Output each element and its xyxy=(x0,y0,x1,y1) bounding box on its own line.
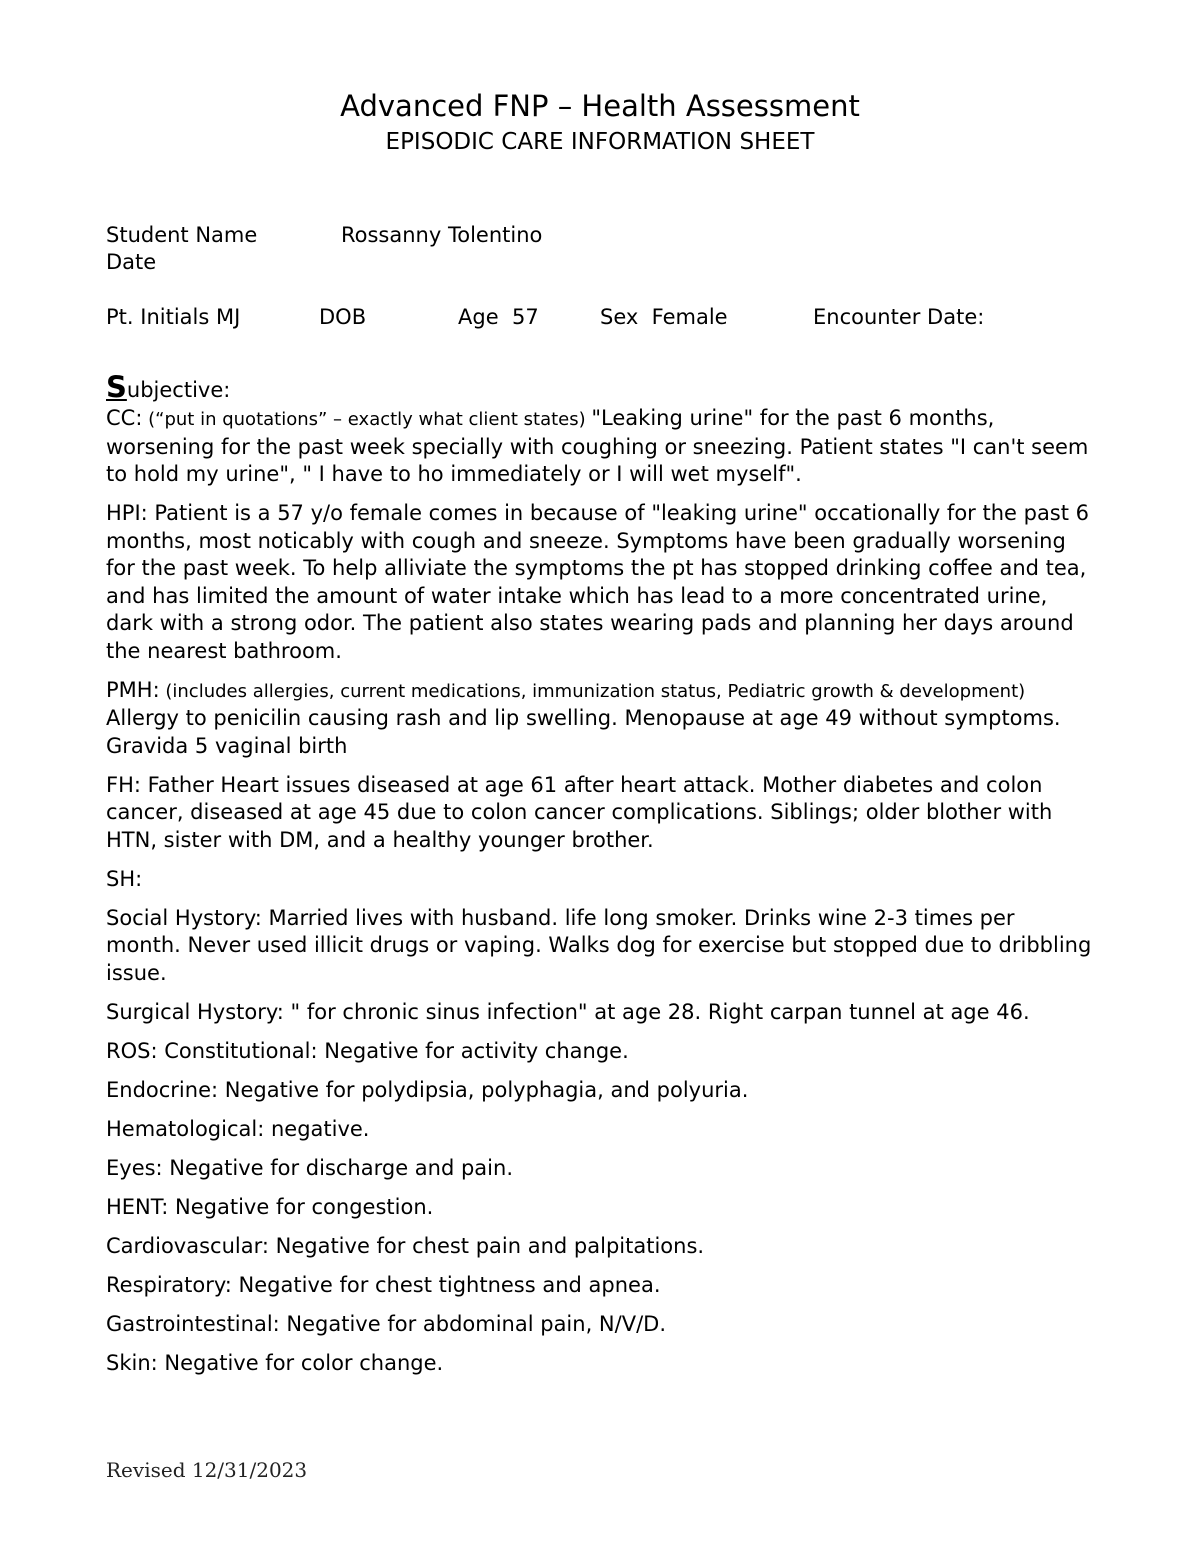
social-history: Social Hystory: Married lives with husband. life long smoker. Drinks wine 2-3 times per month. Never used illicit drugs or vaping. Walks dog for exercise but stopped due to dribbling issue. xyxy=(106,905,1092,985)
ros-hent: HENT: Negative for congestion. xyxy=(106,1194,434,1219)
pmh-label: PMH: xyxy=(106,677,160,702)
patient-initials: Pt. Initials MJ xyxy=(106,305,241,329)
date-label: Date xyxy=(106,250,157,274)
student-name-label: Student Name xyxy=(106,223,258,247)
document-title: Advanced FNP – Health Assessment xyxy=(340,89,860,123)
ros-hematological: Hematological: negative. xyxy=(106,1116,370,1141)
ros-skin: Skin: Negative for color change. xyxy=(106,1350,444,1375)
ros-respiratory: Respiratory: Negative for chest tightness and apnea. xyxy=(106,1272,661,1297)
patient-sex: Sex Female xyxy=(600,305,728,329)
ros-constitutional: ROS: Constitutional: Negative for activity change. xyxy=(106,1038,629,1063)
sh-label: SH: xyxy=(106,866,143,891)
revised-footer: Revised 12/31/2023 xyxy=(106,1458,308,1482)
cc-text: "Leaking urine" for the past 6 months, worsening for the past week specially with coughing or sneezing. Patient states "I can't seem to hold my urine", " I have to ho immediately or I will wet myself". xyxy=(106,406,1089,486)
pmh-paragraph xyxy=(106,677,1096,761)
ros-cardiovascular: Cardiovascular: Negative for chest pain and palpitations. xyxy=(106,1233,705,1258)
encounter-date-label: Encounter Date: xyxy=(813,305,985,329)
subjective-heading-initial: S xyxy=(106,370,127,404)
pmh-text: Allergy to penicilin causing rash and lip swelling. Menopause at age 49 without symptoms. Gravida 5 vaginal birth xyxy=(106,706,1061,758)
chief-complaint xyxy=(106,405,1096,489)
subjective-heading-rest: ubjective: xyxy=(126,378,231,402)
cc-label: CC: xyxy=(106,406,143,430)
family-history: FH: Father Heart issues diseased at age 61 after heart attack. Mother diabetes and colon cancer, diseased at age 45 due to colon cancer complications. Siblings; older blother with HTN, sister with DM, and a healthy younger brother. xyxy=(106,772,1053,852)
ros-eyes: Eyes: Negative for discharge and pain. xyxy=(106,1155,513,1180)
student-name-value: Rossanny Tolentino xyxy=(341,223,543,247)
document-subtitle: EPISODIC CARE INFORMATION SHEET xyxy=(385,129,815,155)
subjective-section xyxy=(106,372,1096,1389)
surgical-history: Surgical Hystory: " for chronic sinus infection" at age 28. Right carpan tunnel at age 46. xyxy=(106,999,1030,1024)
subjective-heading xyxy=(106,372,1096,405)
pmh-hint: (includes allergies, current medications, immunization status, Pediatric growth & development) xyxy=(159,680,1031,702)
cc-hint: (“put in quotations” – exactly what client states) xyxy=(142,409,592,430)
patient-age: Age 57 xyxy=(458,305,539,329)
dob-label: DOB xyxy=(319,305,367,329)
ros-gastrointestinal: Gastrointestinal: Negative for abdominal pain, N/V/D. xyxy=(106,1311,666,1336)
ros-endocrine: Endocrine: Negative for polydipsia, polyphagia, and polyuria. xyxy=(106,1077,749,1102)
hpi-paragraph: HPI: Patient is a 57 y/o female comes in because of "leaking urine" occationally for the past 6 months, most noticably with cough and sneeze. Symptoms have been gradually worsening for the past week. To help alliviate the symptoms the pt has stopped drinking coffee and tea, and has limited the amount of water intake which has lead to a more concentrated urine, dark with a strong odor. The patient also states wearing pads and planning her days around the nearest bathroom. xyxy=(106,501,1090,663)
